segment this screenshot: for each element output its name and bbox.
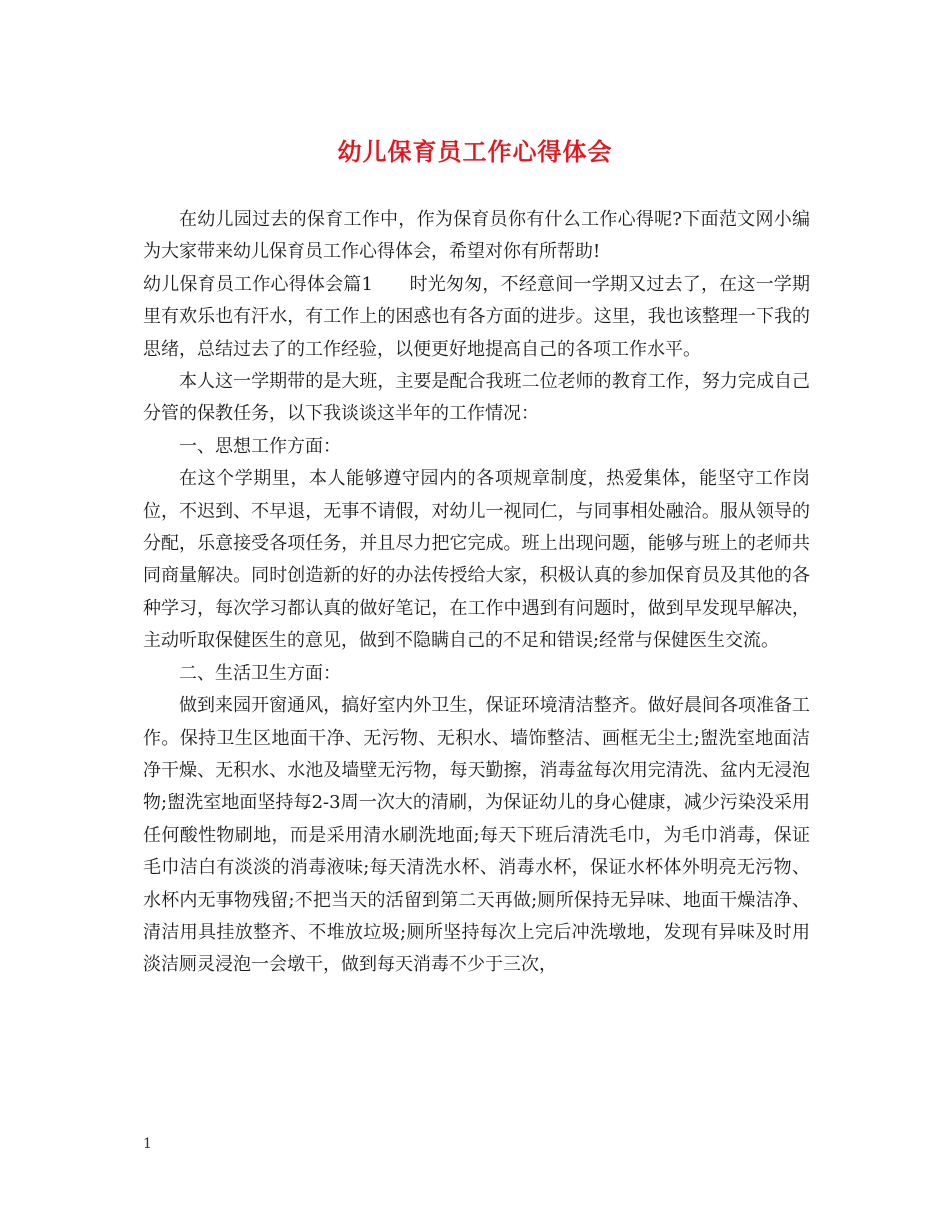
heading-hygiene-work: 二、生活卫生方面： — [179, 662, 341, 684]
paragraph-hygiene-work: 做到来园开窗通风，搞好室内外卫生，保证环境清洁整齐。做好晨间各项准备工作。保持卫生区地面干净、无污物、无积水、墙饰整洁、画框无尘土;盥洗室地面洁净干燥、无积水、水池及墙壁无污物，每天勤擦，消毒盆每次用完清洗、盆内无浸泡物;盥洗室地面坚持每2-3周一次大的清刷，为保证幼儿的身心健康，减少污染没采用任何酸性物刷地，而是采用清水刷洗地面;每天下班后清洗毛巾，为毛巾消毒，保证毛巾洁白有淡淡的消毒液味;每天清洗水杯、消毒水杯，保证水杯体外明亮无污物、水杯内无事物残留;不把当天的活留到第二天再做;厕所保持无异味、地面干燥洁净、清洁用具挂放整齐、不堆放垃圾;厕所坚持每次上完后冲洗墩地，发现有异味及时用淡洁厕灵浸泡一会墩干，做到每天消毒不少于三次， — [143, 695, 810, 976]
document-title: 幼儿保育员工作心得体会 — [337, 137, 613, 166]
paragraph-ideological-work: 在这个学期里，本人能够遵守园内的各项规章制度，热爱集体，能坚守工作岗位，不迟到、不早退，无事不请假，对幼儿一视同仁，与同事相处融洽。服从领导的分配，乐意接受各项任务，并且尽力把它完成。班上出现问题，能够与班上的老师共同商量解决。同时创造新的好的办法传授给大家，积极认真的参加保育员及其他的各种学习，每次学习都认真的做好笔记，在工作中遇到有问题时，做到早发现早解决，主动听取保健医生的意见，做到不隐瞒自己的不足和错误;经常与保健医生交流。 — [143, 468, 810, 652]
paragraph-section-1-opening: 幼儿保育员工作心得体会篇1 时光匆匆，不经意间一学期又过去了，在这一学期里有欢乐也有汗水，有工作上的困惑也有各方面的进步。这里，我也该整理一下我的思绪，总结过去了的工作经验，以便更好地提高自己的各项工作水平。 — [143, 273, 810, 360]
paragraph-class-assignment: 本人这一学期带的是大班，主要是配合我班二位老师的教育工作，努力完成自己分管的保教任务，以下我谈谈这半年的工作情况： — [143, 371, 810, 425]
heading-ideological-work: 一、思想工作方面： — [179, 435, 341, 457]
paragraph-intro: 在幼儿园过去的保育工作中，作为保育员你有什么工作心得呢?下面范文网小编为大家带来幼儿保育员工作心得体会，希望对你有所帮助! — [143, 209, 810, 263]
page-number: 1 — [143, 1136, 152, 1152]
document-body — [143, 204, 810, 982]
